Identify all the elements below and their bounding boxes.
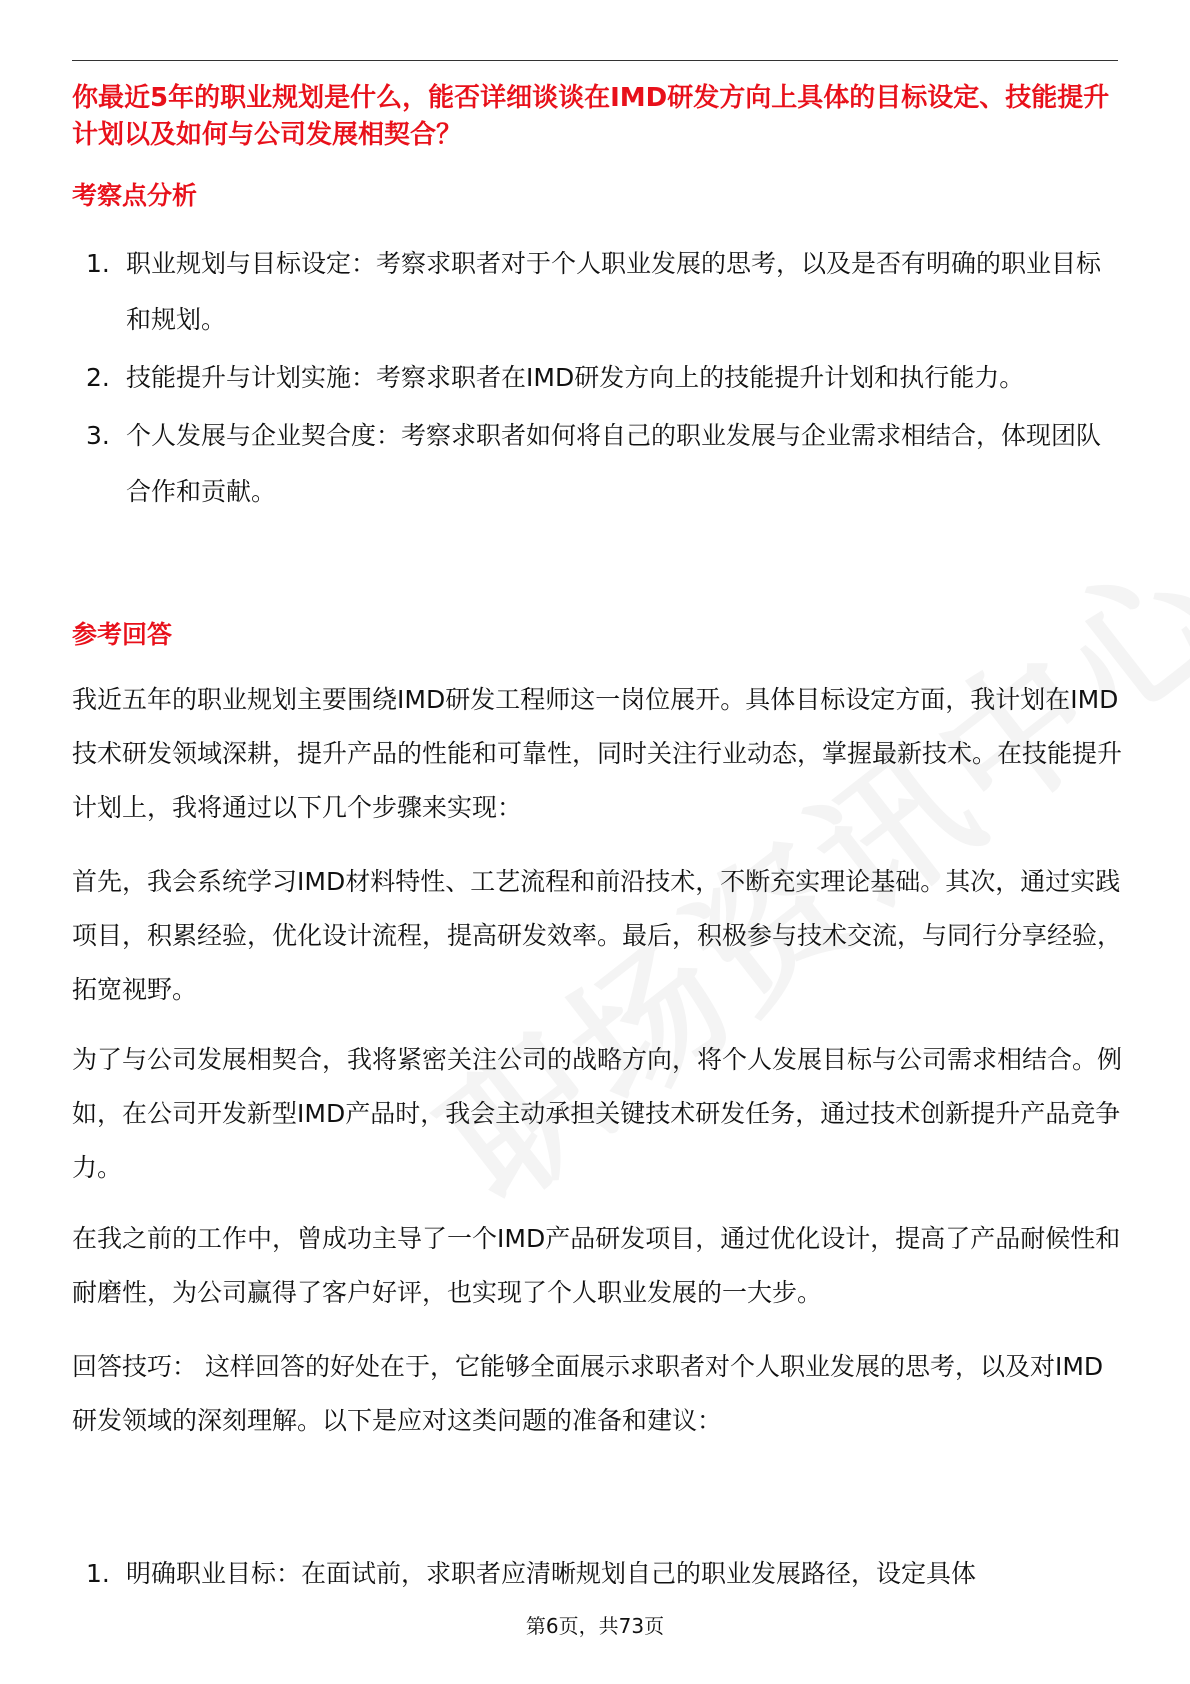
list-item — [86, 350, 1118, 406]
answer-paragraph: 在我之前的工作中，曾成功主导了一个IMD产品研发项目，通过优化设计，提高了产品耐候性和耐磨性，为公司赢得了客户好评，也实现了个人职业发展的一大步。 — [72, 1224, 1121, 1307]
page-number: 第6页，共73页 — [525, 1614, 665, 1638]
answer-paragraph: 首先，我会系统学习IMD材料特性、工艺流程和前沿技术，不断充实理论基础。其次，通过实践项目，积累经验，优化设计流程，提高研发效率。最后，积极参与技术交流，与同行分享经验，拓宽视野。 — [72, 867, 1123, 1004]
list-item — [86, 1546, 1118, 1602]
answer-paragraph: 我近五年的职业规划主要围绕IMD研发工程师这一岗位展开。具体目标设定方面，我计划在IMD技术研发领域深耕，提升产品的性能和可靠性，同时关注行业动态，掌握最新技术。在技能提升计划上，我将通过以下几个步骤来实现： — [72, 685, 1123, 822]
analysis-heading: 考察点分析 — [72, 181, 198, 210]
list-item-text: 个人发展与企业契合度：考察求职者如何将自己的职业发展与企业需求相结合，体现团队合作和贡献。 — [126, 421, 1102, 506]
list-item-number: 1. — [86, 1559, 110, 1588]
answer-paragraph: 为了与公司发展相契合，我将紧密关注公司的战略方向，将个人发展目标与公司需求相结合。例如，在公司开发新型IMD产品时，我会主动承担关键技术研发任务，通过技术创新提升产品竞争力。 — [72, 1045, 1123, 1182]
list-item-number: 1. — [86, 249, 110, 278]
tips-list — [86, 1546, 1118, 1604]
list-item — [86, 236, 1118, 348]
answer-tips-paragraph: 回答技巧： 这样回答的好处在于，它能够全面展示求职者对个人职业发展的思考，以及对IMD研发领域的深刻理解。以下是应对这类问题的准备和建议： — [72, 1352, 1104, 1435]
question-title: 你最近5年的职业规划是什么，能否详细谈谈在IMD研发方向上具体的目标设定、技能提升计划以及如何与公司发展相契合？ — [72, 83, 1110, 150]
list-item-text: 技能提升与计划实施：考察求职者在IMD研发方向上的技能提升计划和执行能力。 — [126, 363, 1025, 392]
list-item-number: 2. — [86, 363, 110, 392]
list-item-text: 职业规划与目标设定：考察求职者对于个人职业发展的思考，以及是否有明确的职业目标和规划。 — [126, 249, 1102, 334]
list-item-number: 3. — [86, 421, 110, 450]
list-item — [86, 408, 1118, 520]
answer-heading: 参考回答 — [72, 620, 173, 649]
analysis-list — [86, 236, 1118, 522]
header-rule — [72, 60, 1118, 61]
list-item-text: 明确职业目标：在面试前，求职者应清晰规划自己的职业发展路径，设定具体 — [126, 1559, 977, 1588]
